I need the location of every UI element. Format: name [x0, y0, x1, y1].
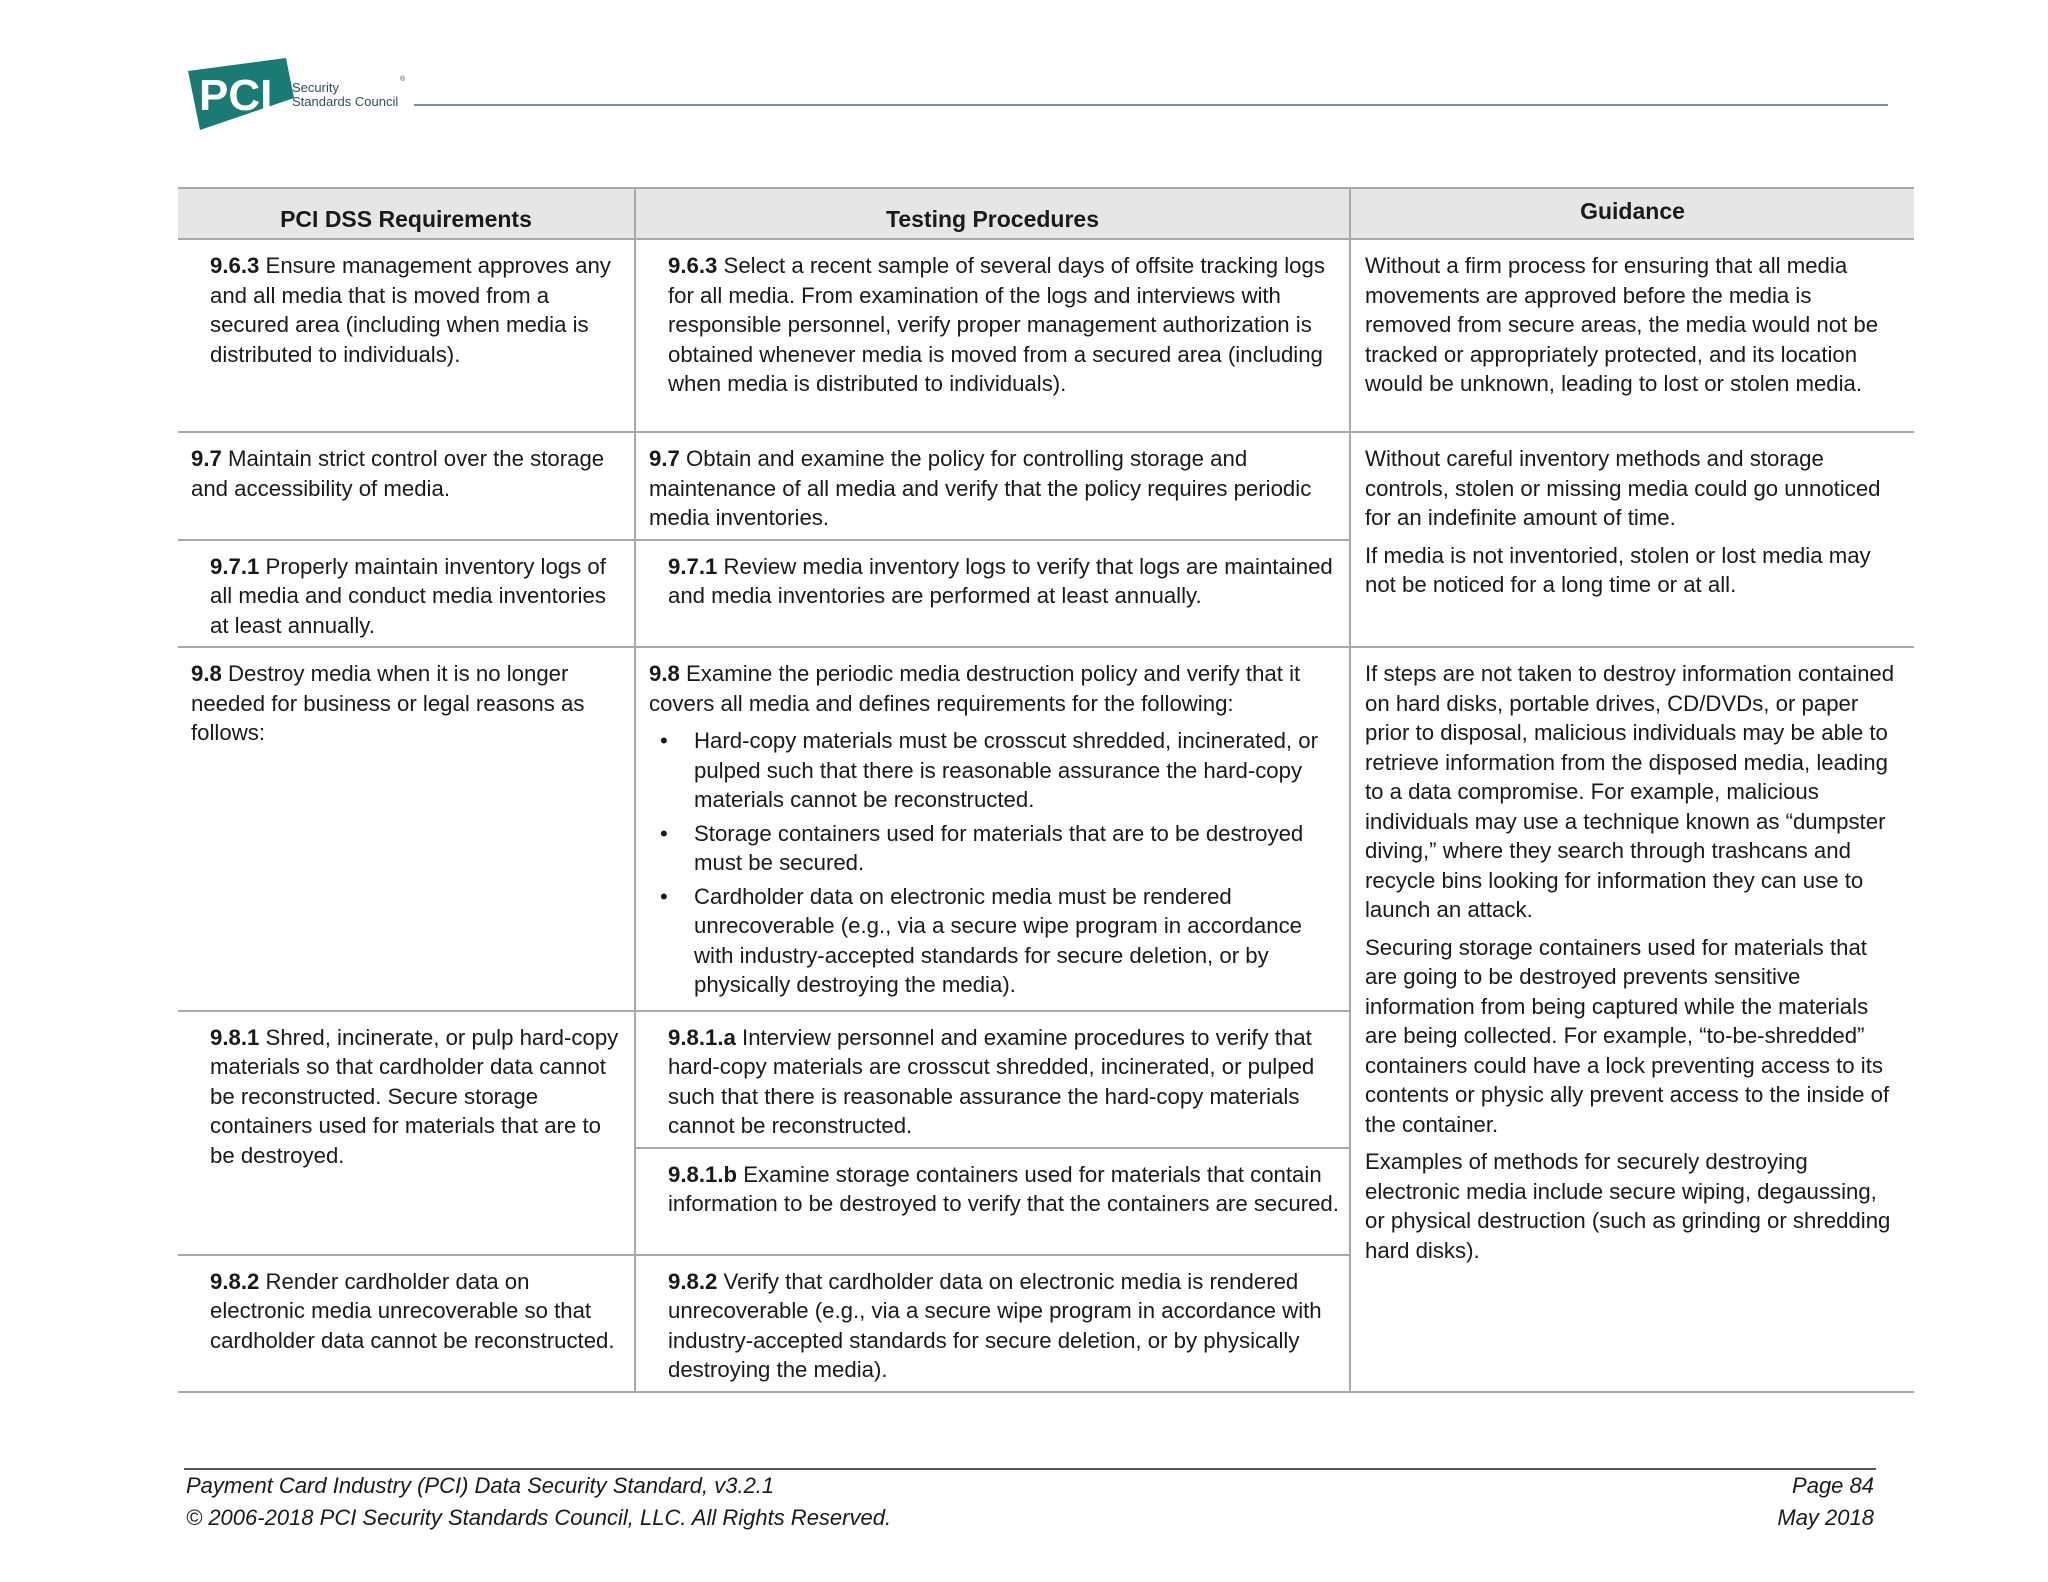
table-row-9-7 [178, 432, 1914, 540]
guidance-text: Without a firm process for ensuring that all media movements are approved before the media is removed from secure areas, the media would not be tracked or appropriately protected, and its location would be unknown, leading to lost or stolen media. [1365, 253, 1879, 396]
list-item: • Cardholder data on electronic media must be rendered unrecoverable (e.g., via a secure wipe program in accordance with industry-accepted standards for secure deletion, or by physically destroying the media). [694, 882, 1339, 1000]
guidance-text: Without careful inventory methods and storage controls, stolen or missing media could go unnoticed for an indefinite amount of time. [1365, 446, 1881, 530]
testing-number: 9.8.2 [668, 1268, 718, 1294]
testing-cell [635, 540, 1350, 648]
requirement-cell [178, 1255, 635, 1392]
testing-number: 9.7.1 [668, 553, 718, 579]
footer-page-number: Page 84 [1792, 1473, 1874, 1498]
requirement-number: 9.8.1 [210, 1024, 260, 1050]
table-row-9-6-3 [178, 239, 1914, 432]
testing-number: 9.8.1.a [668, 1024, 736, 1050]
requirement-number: 9.6.3 [210, 253, 260, 278]
list-item: • Hard-copy materials must be crosscut shredded, incinerated, or pulped such that there is reasonable assurance the hard-copy materials cannot be reconstructed. [694, 726, 1339, 815]
requirement-number: 9.7 [191, 446, 222, 471]
requirement-cell [178, 540, 635, 648]
requirement-text: Ensure management approves any and all media that is moved from a secured area (including when media is distributed to individuals). [210, 253, 611, 367]
testing-cell [635, 647, 1350, 1011]
requirement-text: Render cardholder data on electronic media unrecoverable so that cardholder data cannot be reconstructed. [210, 1268, 615, 1353]
logo-caption-line1: Security [292, 80, 339, 95]
requirement-text: Properly maintain inventory logs of all media and conduct media inventories at least annually. [210, 553, 606, 638]
testing-text: Review media inventory logs to verify that logs are maintained and media inventories are performed at least annually. [668, 553, 1333, 608]
footer-copyright: © 2006-2018 PCI Security Standards Council, LLC. All Rights Reserved. [186, 1505, 892, 1530]
requirement-text: Maintain strict control over the storage and accessibility of media. [191, 446, 605, 501]
testing-text: Select a recent sample of several days of offsite tracking logs for all media. From examination of the logs and interviews with responsible personnel, verify proper management authorization is obtained whenever media is moved from a secured area (including when media is distributed to individuals). [668, 253, 1325, 396]
testing-cell [635, 1255, 1350, 1392]
logo-caption [292, 81, 398, 109]
guidance-text: If media is not inventoried, stolen or lost media may not be noticed for a long time or at all. [1365, 542, 1871, 597]
header-divider [414, 104, 1888, 106]
footer-document-title: Payment Card Industry (PCI) Data Security Standard, v3.2.1 [186, 1473, 775, 1498]
testing-text: Examine storage containers used for materials that contain information to be destroyed to verify that the containers are secured. [668, 1161, 1339, 1216]
table-row-9-8 [178, 647, 1914, 1011]
footer-right [1777, 1470, 1874, 1534]
testing-text: Interview personnel and examine procedures to verify that hard-copy materials are crosscut shredded, incinerated, or pulped such that there is reasonable assurance the hard-copy materials cannot be reconstructed. [668, 1024, 1315, 1138]
testing-bullet-list [649, 726, 1339, 1000]
testing-number: 9.8.1.b [668, 1161, 738, 1187]
guidance-text: If steps are not taken to destroy information contained on hard disks, portable drives, CD/DVDs, or paper prior to disposal, malicious individuals may be able to retrieve information from the disposed media, leading to a data compromise. For example, malicious individuals may use a technique known as “dumpster diving,” where they search through trashcans and recycle bins looking for information they can use to launch an attack. [1365, 661, 1895, 922]
list-item: • Storage containers used for materials that are to be destroyed must be secured. [694, 819, 1339, 878]
logo-wordmark: PCI [199, 71, 273, 120]
requirement-text: Shred, incinerate, or pulp hard-copy materials so that cardholder data cannot be reconstructed. Secure storage containers used for materials that are to be destroyed. [210, 1024, 619, 1168]
header-testing-procedures: Testing Procedures [635, 188, 1350, 239]
testing-cell [635, 1011, 1350, 1148]
guidance-text: Examples of methods for securely destroying electronic media include secure wiping, degaussing, or physical destruction (such as grinding or shredding hard disks). [1365, 1149, 1891, 1263]
testing-cell [635, 1148, 1350, 1255]
testing-number: 9.8 [649, 661, 680, 686]
testing-number: 9.6.3 [668, 253, 718, 278]
requirement-number: 9.8 [191, 661, 222, 686]
footer-left [186, 1470, 891, 1534]
logo-caption-line2: Standards Council [292, 94, 399, 109]
requirement-cell [178, 239, 635, 432]
testing-text: Examine the periodic media destruction policy and verify that it covers all media and defines requirements for the following: [649, 661, 1301, 716]
table-header-row [178, 188, 1914, 239]
footer-date: May 2018 [1777, 1505, 1874, 1530]
header-requirements: PCI DSS Requirements [178, 188, 635, 239]
requirement-cell [178, 647, 635, 1011]
guidance-text: Securing storage containers used for materials that are going to be destroyed prevents sensitive information from being captured while the materials are being collected. For example, “to-be-shredded” containers could have a lock preventing access to its contents or physic ally prevent access to the inside of the container. [1365, 934, 1890, 1137]
requirement-number: 9.8.2 [210, 1268, 260, 1294]
requirements-table [178, 187, 1914, 1393]
testing-text: Verify that cardholder data on electronic media is rendered unrecoverable (e.g., via a secure wipe program in accordance with industry-accepted standards for secure deletion, or by physically destroying the media). [668, 1268, 1322, 1382]
registered-mark: ® [400, 76, 406, 83]
requirement-cell [178, 1011, 635, 1255]
testing-number: 9.7 [649, 446, 680, 471]
header-guidance: Guidance [1350, 188, 1914, 239]
guidance-cell [1350, 239, 1914, 432]
guidance-cell [1350, 432, 1914, 647]
testing-text: Obtain and examine the policy for controlling storage and maintenance of all media and verify that the policy requires periodic media inventories. [649, 446, 1312, 530]
guidance-cell [1350, 647, 1914, 1392]
requirement-text: Destroy media when it is no longer needed for business or legal reasons as follows: [191, 661, 585, 745]
requirement-number: 9.7.1 [210, 553, 260, 579]
testing-cell [635, 239, 1350, 432]
requirement-cell [178, 432, 635, 540]
testing-cell [635, 432, 1350, 540]
